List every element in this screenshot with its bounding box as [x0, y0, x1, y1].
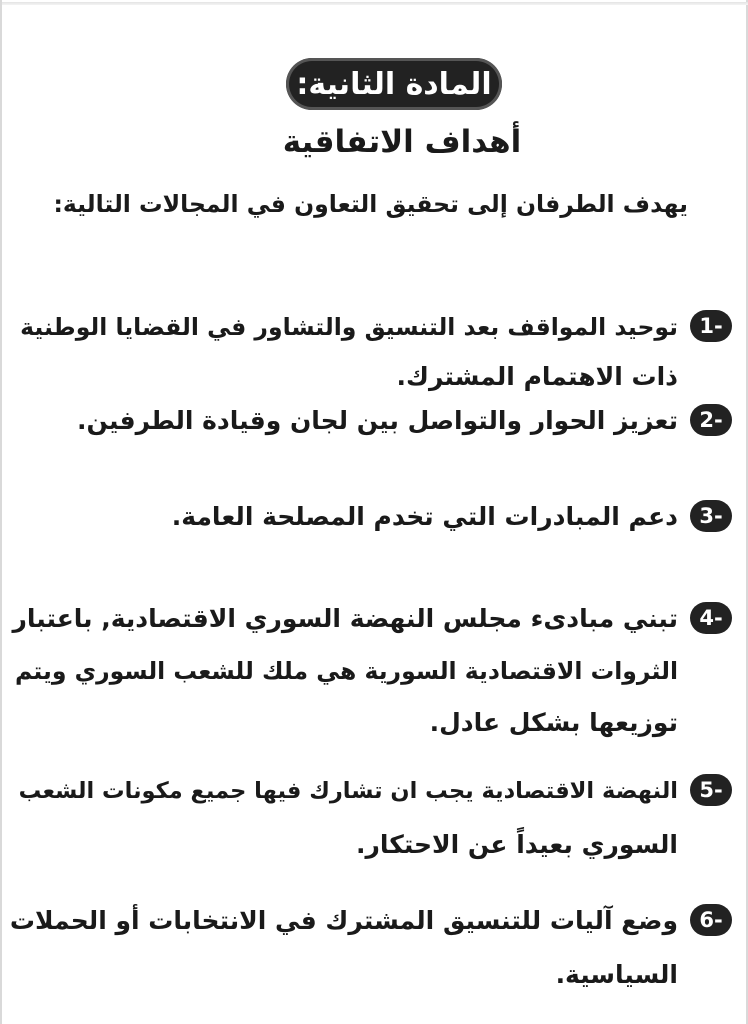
list-item [8, 398, 732, 448]
item-number-badge: 2- [690, 404, 732, 436]
item-text-line: السوري بعيداً عن الاحتكار. [356, 830, 678, 859]
top-divider [2, 2, 748, 5]
article-intro: يهدف الطرفان إلى تحقيق التعاون في المجالات التالية: [53, 190, 688, 218]
list-item [8, 596, 732, 750]
list-item [8, 494, 732, 544]
item-text-line: توزيعها بشكل عادل. [429, 708, 678, 737]
item-text-line: النهضة الاقتصادية يجب ان تشارك فيها جميع مكونات الشعب [18, 778, 678, 804]
item-text-line: دعم المبادرات التي تخدم المصلحة العامة. [171, 502, 678, 531]
item-text-line: تعزيز الحوار والتواصل بين لجان وقيادة الطرفين. [77, 406, 678, 435]
item-text-line: توحيد المواقف بعد التنسيق والتشاور في القضايا الوطنية [20, 313, 678, 341]
list-item [8, 768, 732, 872]
item-text-line: وضع آليات للتنسيق المشترك في الانتخابات أو الحملات [9, 906, 678, 935]
item-text-line: تبني مبادىء مجلس النهضة السوري الاقتصادية, باعتبار [12, 604, 678, 633]
article-badge [286, 58, 502, 110]
item-text-line: السياسية. [555, 960, 678, 989]
list-item [8, 898, 732, 1002]
item-number-badge: 3- [690, 500, 732, 532]
item-number-badge: 1- [690, 310, 732, 342]
article-heading: أهداف الاتفاقية [282, 124, 522, 160]
item-number-badge: 5- [690, 774, 732, 806]
item-text-line: الثروات الاقتصادية السورية هي ملك للشعب السوري ويتم [14, 657, 678, 685]
item-number-badge: 6- [690, 904, 732, 936]
article-badge-label: المادة الثانية: [296, 66, 492, 102]
item-number-badge: 4- [690, 602, 732, 634]
item-text-line: ذات الاهتمام المشترك. [396, 362, 678, 391]
list-item [8, 304, 732, 404]
